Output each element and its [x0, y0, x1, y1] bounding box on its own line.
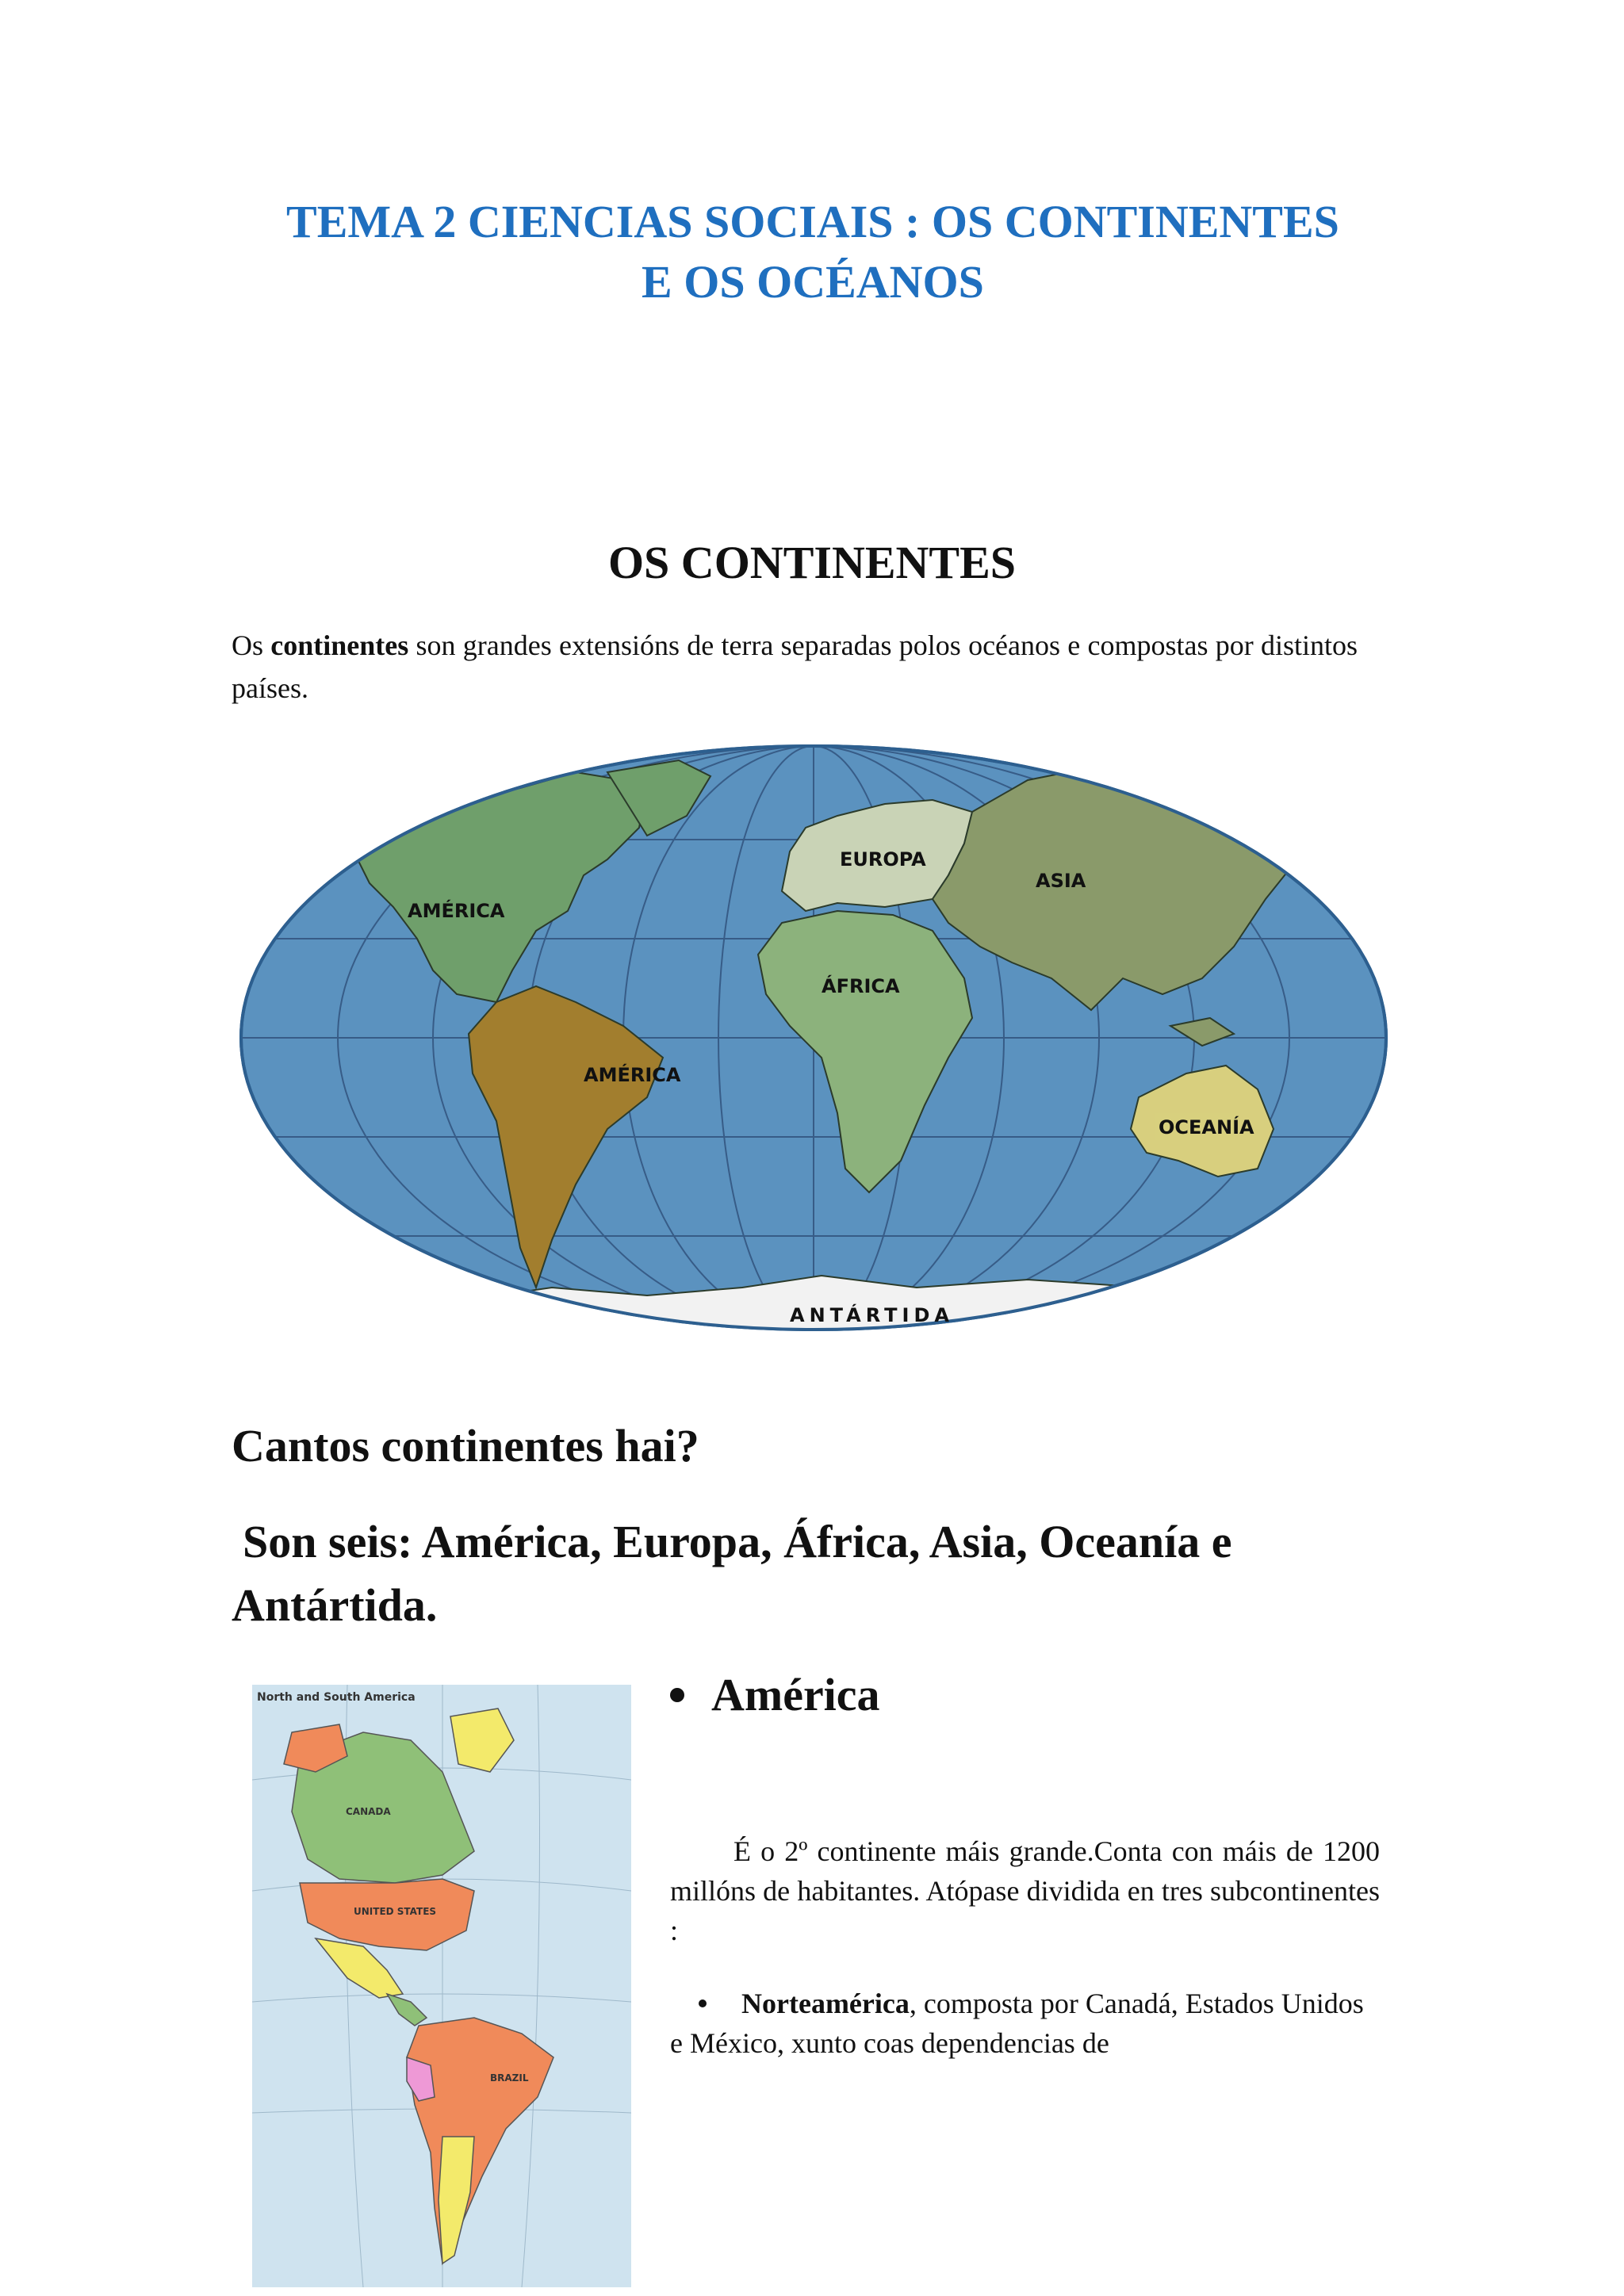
america-map-caption: North and South America [257, 1691, 416, 1704]
intro-rest: son grandes extensións de terra separadas polos océanos e compostas por distintos países. [232, 629, 1358, 704]
intro-bold-term: continentes [270, 629, 409, 661]
label-asia: ASIA [1036, 870, 1086, 892]
label-america-north: AMÉRICA [408, 900, 505, 922]
question-heading: Cantos continentes hai? [232, 1420, 699, 1471]
sub-bullet-norteamerica [670, 1984, 1380, 2063]
answer-text: Son seis: América, Europa, África, Asia, Oceanía e Antártida. [232, 1516, 1232, 1631]
intro-prefix: Os [232, 629, 271, 661]
label-usa: UNITED STATES [354, 1906, 437, 1917]
sub-bullet-rest: , composta por Canadá, Estados Unidos e México, xunto coas dependencias de [670, 1988, 1364, 2059]
america-map [252, 1685, 631, 2287]
america-heading-text: América [711, 1669, 880, 1720]
title-line-1: TEMA 2 CIENCIAS SOCIAIS : OS CONTINENTES [286, 196, 1339, 247]
intro-paragraph [232, 624, 1358, 710]
label-canada: CANADA [346, 1806, 391, 1817]
label-brazil: BRAZIL [490, 2072, 529, 2084]
sub-bullet-bold: Norteamérica [741, 1988, 910, 2019]
title-line-2: E OS OCÉANOS [642, 256, 984, 308]
world-map [235, 740, 1392, 1335]
label-oceania: OCEANÍA [1159, 1116, 1254, 1138]
bullet-icon [670, 1688, 684, 1702]
label-europa: EUROPA [840, 848, 926, 871]
section-title: OS CONTINENTES [607, 537, 1017, 588]
small-bullet-icon [699, 1999, 707, 2007]
label-america-south: AMÉRICA [584, 1064, 681, 1086]
america-heading [670, 1668, 880, 1721]
label-antartida: ANTÁRTIDA [790, 1304, 954, 1326]
america-body: É o 2º continente máis grande.Conta con máis de 1200 millóns de habitantes. Atópase dividida en tres subcontinentes : [670, 1835, 1380, 1946]
label-africa: ÁFRICA [822, 975, 900, 997]
page-title [159, 192, 1467, 312]
